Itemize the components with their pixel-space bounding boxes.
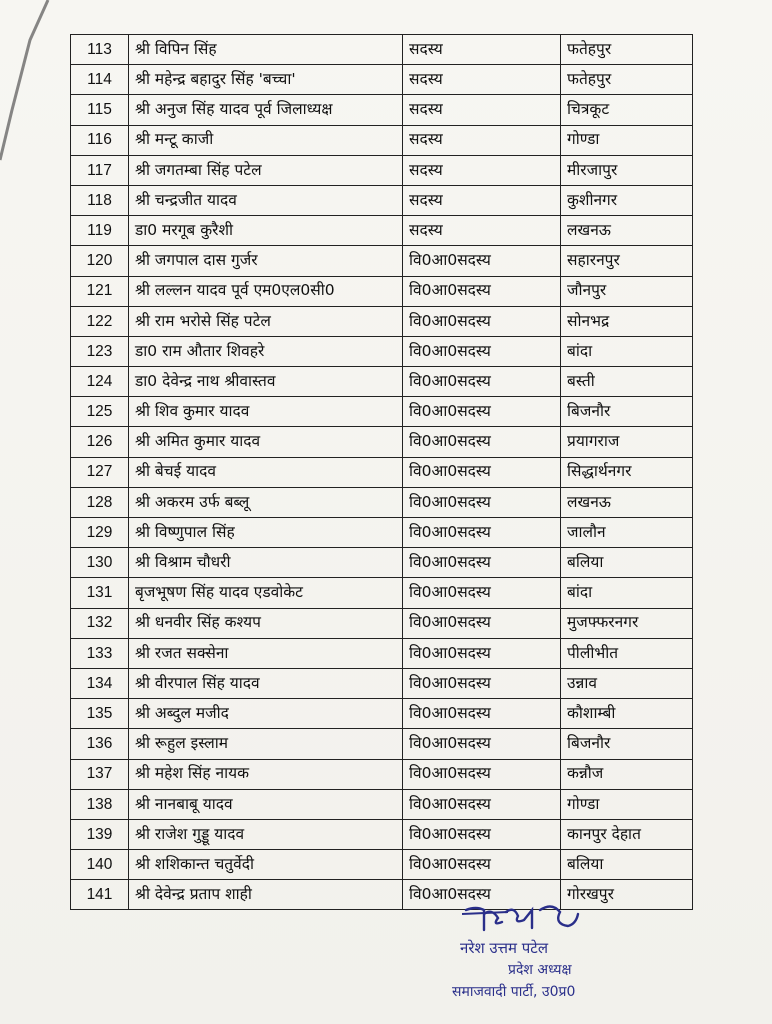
signatory-title: प्रदेश अध्यक्ष: [508, 962, 572, 978]
serial-number-cell: 119: [71, 216, 129, 246]
district-cell: उन्नाव: [561, 668, 693, 698]
table-row: [71, 246, 693, 276]
table-row: [71, 518, 693, 548]
serial-number-cell: 135: [71, 699, 129, 729]
member-name-cell: श्री धनवीर सिंह कश्यप: [129, 608, 403, 638]
designation-cell: वि0आ0सदस्य: [403, 668, 561, 698]
designation-cell: वि0आ0सदस्य: [403, 427, 561, 457]
table-row: [71, 185, 693, 215]
serial-number-cell: 129: [71, 518, 129, 548]
designation-cell: वि0आ0सदस्य: [403, 729, 561, 759]
district-cell: मुजफ्फरनगर: [561, 608, 693, 638]
designation-cell: सदस्य: [403, 216, 561, 246]
member-name-cell: श्री नानबाबू यादव: [129, 789, 403, 819]
table-row: [71, 819, 693, 849]
table-row: [71, 125, 693, 155]
designation-cell: वि0आ0सदस्य: [403, 608, 561, 638]
district-cell: कौशाम्बी: [561, 699, 693, 729]
table-row: [71, 548, 693, 578]
serial-number-cell: 121: [71, 276, 129, 306]
member-name-cell: श्री राम भरोसे सिंह पटेल: [129, 306, 403, 336]
designation-cell: वि0आ0सदस्य: [403, 880, 561, 910]
district-cell: बलिया: [561, 850, 693, 880]
signature-block: [440, 900, 680, 1010]
district-cell: बस्ती: [561, 367, 693, 397]
district-cell: बांदा: [561, 336, 693, 366]
table-row: [71, 668, 693, 698]
member-name-cell: श्री अब्दुल मजीद: [129, 699, 403, 729]
designation-cell: वि0आ0सदस्य: [403, 306, 561, 336]
member-name-cell: श्री राजेश गुड्डू यादव: [129, 819, 403, 849]
member-name-cell: डा0 राम औतार शिवहरे: [129, 336, 403, 366]
table-row: [71, 397, 693, 427]
member-name-cell: श्री विपिन सिंह: [129, 35, 403, 65]
table-row: [71, 216, 693, 246]
table-row: [71, 276, 693, 306]
designation-cell: वि0आ0सदस्य: [403, 457, 561, 487]
designation-cell: वि0आ0सदस्य: [403, 578, 561, 608]
designation-cell: वि0आ0सदस्य: [403, 548, 561, 578]
table-row: [71, 427, 693, 457]
district-cell: जौनपुर: [561, 276, 693, 306]
designation-cell: सदस्य: [403, 65, 561, 95]
member-name-cell: श्री रजत सक्सेना: [129, 638, 403, 668]
member-name-cell: श्री वीरपाल सिंह यादव: [129, 668, 403, 698]
handwritten-signature: [462, 900, 582, 936]
member-name-cell: श्री अकरम उर्फ बब्लू: [129, 487, 403, 517]
table-row: [71, 487, 693, 517]
member-name-cell: श्री बेचई यादव: [129, 457, 403, 487]
table-row: [71, 35, 693, 65]
district-cell: पीलीभीत: [561, 638, 693, 668]
serial-number-cell: 124: [71, 367, 129, 397]
serial-number-cell: 136: [71, 729, 129, 759]
member-name-cell: श्री जगपाल दास गुर्जर: [129, 246, 403, 276]
designation-cell: वि0आ0सदस्य: [403, 336, 561, 366]
table-row: [71, 789, 693, 819]
member-name-cell: डा0 मरगूब कुरैशी: [129, 216, 403, 246]
serial-number-cell: 115: [71, 95, 129, 125]
serial-number-cell: 141: [71, 880, 129, 910]
district-cell: कानपुर देहात: [561, 819, 693, 849]
designation-cell: सदस्य: [403, 155, 561, 185]
table-row: [71, 608, 693, 638]
district-cell: बिजनौर: [561, 729, 693, 759]
serial-number-cell: 113: [71, 35, 129, 65]
member-name-cell: श्री महेश सिंह नायक: [129, 759, 403, 789]
district-cell: बलिया: [561, 548, 693, 578]
serial-number-cell: 128: [71, 487, 129, 517]
serial-number-cell: 138: [71, 789, 129, 819]
serial-number-cell: 117: [71, 155, 129, 185]
member-name-cell: श्री विश्राम चौधरी: [129, 548, 403, 578]
paper-fold-mark: [0, 0, 60, 180]
district-cell: कन्नौज: [561, 759, 693, 789]
serial-number-cell: 127: [71, 457, 129, 487]
serial-number-cell: 140: [71, 850, 129, 880]
member-name-cell: श्री रूहुल इस्लाम: [129, 729, 403, 759]
designation-cell: वि0आ0सदस्य: [403, 759, 561, 789]
serial-number-cell: 139: [71, 819, 129, 849]
table-row: [71, 578, 693, 608]
member-list-table: [70, 34, 693, 910]
member-name-cell: श्री शिव कुमार यादव: [129, 397, 403, 427]
designation-cell: वि0आ0सदस्य: [403, 487, 561, 517]
member-name-cell: श्री जगतम्बा सिंह पटेल: [129, 155, 403, 185]
table-row: [71, 95, 693, 125]
serial-number-cell: 118: [71, 185, 129, 215]
member-name-cell: बृजभूषण सिंह यादव एडवोकेट: [129, 578, 403, 608]
table-row: [71, 699, 693, 729]
designation-cell: वि0आ0सदस्य: [403, 819, 561, 849]
member-name-cell: डा0 देवेन्द्र नाथ श्रीवास्तव: [129, 367, 403, 397]
district-cell: लखनऊ: [561, 216, 693, 246]
designation-cell: वि0आ0सदस्य: [403, 246, 561, 276]
district-cell: चित्रकूट: [561, 95, 693, 125]
member-name-cell: श्री महेन्द्र बहादुर सिंह 'बच्चा': [129, 65, 403, 95]
district-cell: फतेहपुर: [561, 65, 693, 95]
district-cell: बिजनौर: [561, 397, 693, 427]
designation-cell: सदस्य: [403, 185, 561, 215]
table-row: [71, 155, 693, 185]
member-name-cell: श्री लल्लन यादव पूर्व एम0एल0सी0: [129, 276, 403, 306]
serial-number-cell: 122: [71, 306, 129, 336]
district-cell: गोरखपुर: [561, 880, 693, 910]
designation-cell: वि0आ0सदस्य: [403, 850, 561, 880]
table-row: [71, 367, 693, 397]
district-cell: प्रयागराज: [561, 427, 693, 457]
district-cell: गोण्डा: [561, 125, 693, 155]
district-cell: सिद्धार्थनगर: [561, 457, 693, 487]
member-name-cell: श्री मन्टू काजी: [129, 125, 403, 155]
designation-cell: वि0आ0सदस्य: [403, 397, 561, 427]
serial-number-cell: 125: [71, 397, 129, 427]
signatory-organization: समाजवादी पार्टी, उ0प्र0: [452, 984, 576, 1000]
serial-number-cell: 120: [71, 246, 129, 276]
designation-cell: वि0आ0सदस्य: [403, 699, 561, 729]
table-row: [71, 457, 693, 487]
serial-number-cell: 123: [71, 336, 129, 366]
designation-cell: वि0आ0सदस्य: [403, 518, 561, 548]
district-cell: कुशीनगर: [561, 185, 693, 215]
district-cell: मीरजापुर: [561, 155, 693, 185]
table-row: [71, 306, 693, 336]
serial-number-cell: 131: [71, 578, 129, 608]
serial-number-cell: 133: [71, 638, 129, 668]
member-name-cell: श्री विष्णुपाल सिंह: [129, 518, 403, 548]
district-cell: सोनभद्र: [561, 306, 693, 336]
district-cell: बांदा: [561, 578, 693, 608]
district-cell: लखनऊ: [561, 487, 693, 517]
serial-number-cell: 130: [71, 548, 129, 578]
designation-cell: सदस्य: [403, 35, 561, 65]
table-row: [71, 850, 693, 880]
serial-number-cell: 126: [71, 427, 129, 457]
serial-number-cell: 114: [71, 65, 129, 95]
member-name-cell: श्री देवेन्द्र प्रताप शाही: [129, 880, 403, 910]
designation-cell: सदस्य: [403, 95, 561, 125]
member-name-cell: श्री चन्द्रजीत यादव: [129, 185, 403, 215]
serial-number-cell: 132: [71, 608, 129, 638]
district-cell: फतेहपुर: [561, 35, 693, 65]
table-row: [71, 759, 693, 789]
serial-number-cell: 116: [71, 125, 129, 155]
table-row: [71, 729, 693, 759]
district-cell: सहारनपुर: [561, 246, 693, 276]
serial-number-cell: 134: [71, 668, 129, 698]
table-row: [71, 65, 693, 95]
member-name-cell: श्री शशिकान्त चतुर्वेदी: [129, 850, 403, 880]
district-cell: जालौन: [561, 518, 693, 548]
district-cell: गोण्डा: [561, 789, 693, 819]
member-name-cell: श्री अनुज सिंह यादव पूर्व जिलाध्यक्ष: [129, 95, 403, 125]
member-name-cell: श्री अमित कुमार यादव: [129, 427, 403, 457]
designation-cell: वि0आ0सदस्य: [403, 789, 561, 819]
member-list-body: [71, 35, 693, 910]
designation-cell: वि0आ0सदस्य: [403, 638, 561, 668]
table-row: [71, 336, 693, 366]
designation-cell: वि0आ0सदस्य: [403, 367, 561, 397]
serial-number-cell: 137: [71, 759, 129, 789]
signatory-name: नरेश उत्तम पटेल: [460, 939, 549, 957]
designation-cell: सदस्य: [403, 125, 561, 155]
designation-cell: वि0आ0सदस्य: [403, 276, 561, 306]
table-row: [71, 638, 693, 668]
